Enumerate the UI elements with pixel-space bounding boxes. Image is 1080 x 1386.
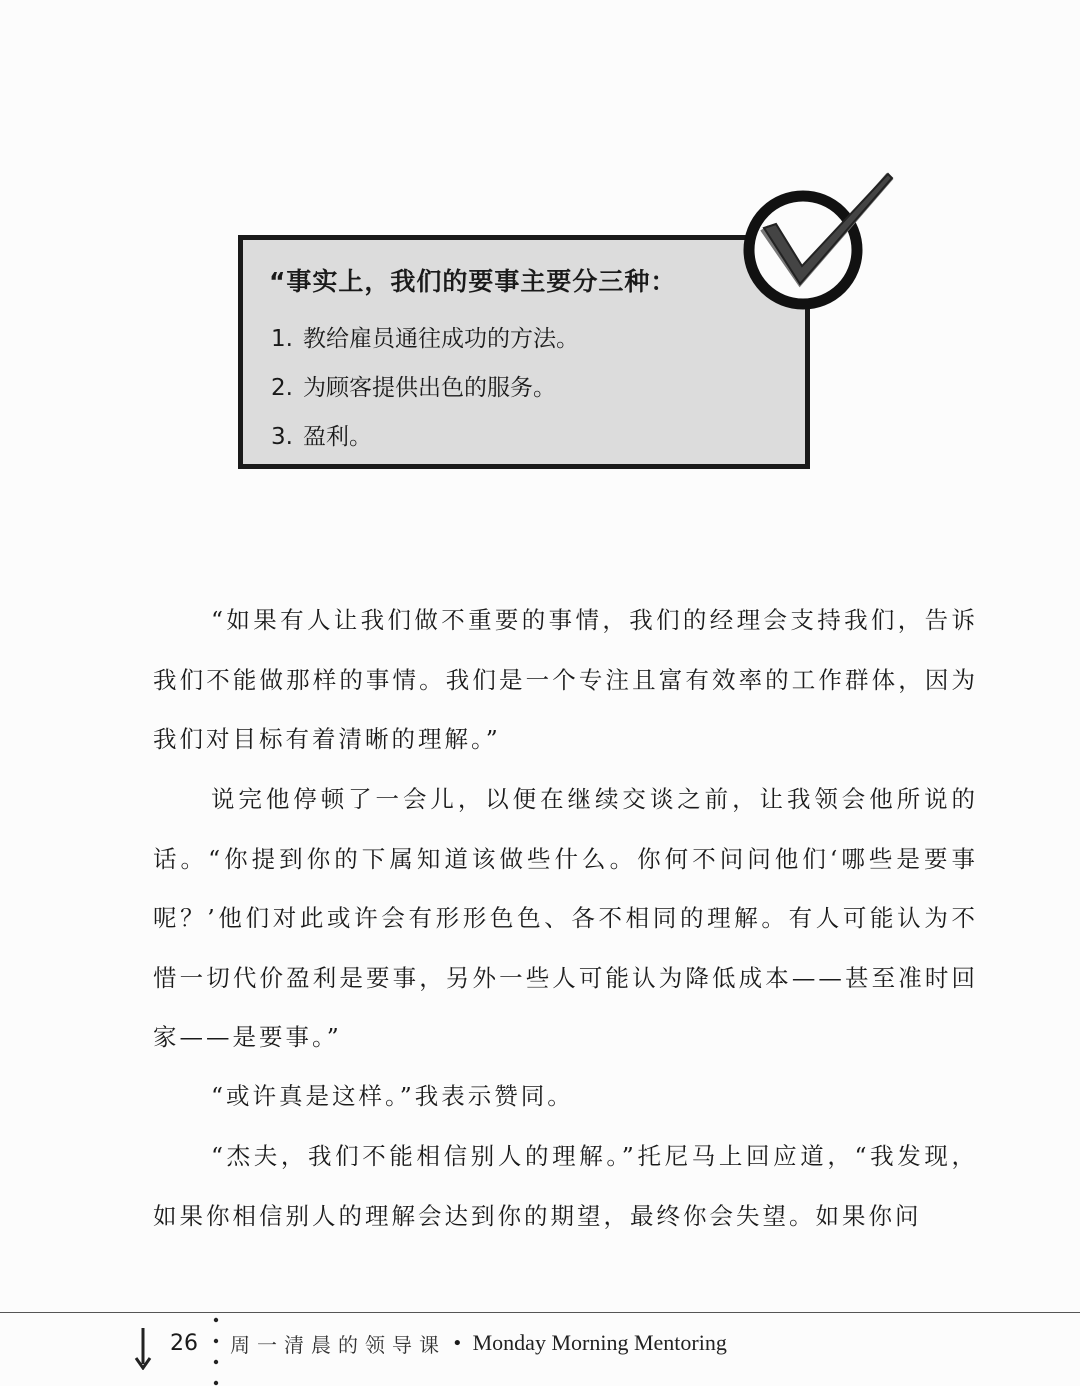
title-separator: • <box>452 1332 463 1354</box>
body-paragraph: 说完他停顿了一会儿，以便在继续交谈之前，让我领会他所说的话。“你提到你的下属知道该做些什么。你何不问问他们‘哪些是要事呢？’他们对此或许会有形形色色、各不相同的理解。有人可能认为不惜一切代价盈利是要事，另外一些人可能认为降低成本——甚至准时回家——是要事。” <box>153 785 978 1051</box>
down-arrow-icon <box>132 1326 154 1370</box>
body-paragraph: “或许真是这样。”我表示赞同。 <box>211 1082 574 1110</box>
checkmark-circle-icon <box>742 168 902 318</box>
callout-item-text: 盈利。 <box>302 424 372 450</box>
callout-heading: “事实上，我们的要事主要分三种： <box>269 267 677 296</box>
footer-rule <box>0 1312 1080 1313</box>
book-title-en: Monday Morning Mentoring <box>472 1330 727 1355</box>
callout-item-3 <box>271 418 372 451</box>
callout-item-text: 为顾客提供出色的服务。 <box>302 375 556 401</box>
book-title-cn: 周一清晨的领导课 <box>230 1332 446 1357</box>
callout-item-text: 教给雇员通往成功的方法。 <box>302 326 579 352</box>
body-paragraph: “如果有人让我们做不重要的事情，我们的经理会支持我们，告诉我们不能做那样的事情。我们是一个专注且富有效率的工作群体，因为我们对目标有着清晰的理解。” <box>153 606 978 753</box>
callout-box <box>238 235 810 469</box>
callout-item-number: 1. <box>271 326 293 352</box>
page-footer <box>170 1328 727 1358</box>
callout-item-number: 2. <box>271 375 293 401</box>
callout-item-2 <box>271 369 556 402</box>
page-number: 26 <box>170 1330 198 1356</box>
body-paragraph: “杰夫，我们不能相信别人的理解。”托尼马上回应道，“我发现，如果你相信别人的理解会达到你的期望，最终你会失望。如果你问 <box>153 1142 978 1230</box>
callout-item-1 <box>271 320 579 353</box>
callout-item-number: 3. <box>271 424 293 450</box>
